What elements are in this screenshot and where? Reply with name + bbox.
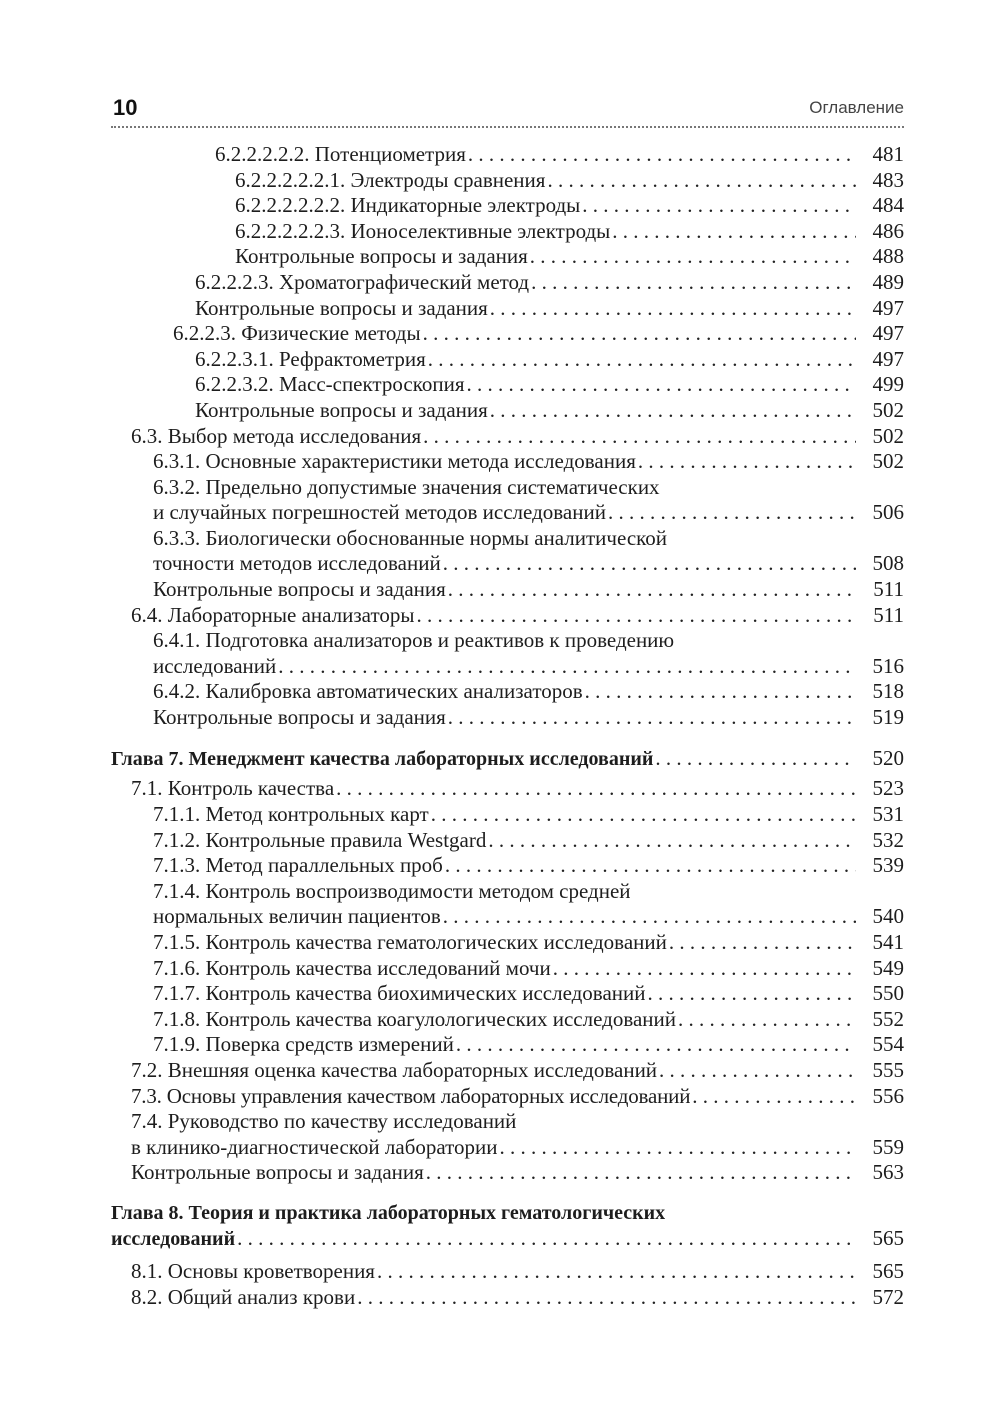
toc-entry-title: Глава 8. Теория и практика лабораторных гематологических xyxy=(111,1202,666,1224)
toc-leader-dots xyxy=(692,1083,856,1109)
toc-entry-title: 6.4. Лабораторные анализаторы xyxy=(131,603,415,627)
toc-entry-title: 7.1.7. Контроль качества биохимических исследований xyxy=(153,981,646,1005)
toc-entry xyxy=(0,1284,1000,1310)
toc-entry-page: 519 xyxy=(858,704,904,730)
toc-entry xyxy=(0,346,1000,372)
toc-leader-dots xyxy=(431,801,856,827)
toc-leader-dots xyxy=(443,903,856,929)
toc-leader-dots xyxy=(237,1225,856,1251)
toc-entry xyxy=(0,1258,1000,1284)
toc-entry xyxy=(0,1159,1000,1185)
toc-entry xyxy=(0,141,1000,167)
toc-entry xyxy=(0,218,1000,244)
toc-entry-page: 497 xyxy=(858,320,904,346)
toc-entry-title: Контрольные вопросы и задания xyxy=(195,296,488,320)
running-title: Оглавление xyxy=(809,98,904,117)
toc-entry-page: 499 xyxy=(858,371,904,397)
toc-entry xyxy=(0,269,1000,295)
toc-leader-dots xyxy=(608,499,856,525)
toc-entry-page: 511 xyxy=(858,576,904,602)
toc-leader-dots xyxy=(357,1284,856,1310)
toc-entry-page: 484 xyxy=(858,192,904,218)
toc-entry-page: 563 xyxy=(858,1159,904,1185)
toc-entry xyxy=(0,678,1000,704)
toc-entry-page: 539 xyxy=(858,852,904,878)
toc-leader-dots xyxy=(553,955,856,981)
toc-entry xyxy=(0,602,1000,628)
toc-leader-dots xyxy=(547,167,856,193)
toc-entry-title: исследований xyxy=(111,1228,236,1250)
toc-entry-page: 559 xyxy=(858,1134,904,1160)
toc-entry-title: 6.3.1. Основные характеристики метода исследования xyxy=(153,449,636,473)
toc-entry xyxy=(0,1031,1000,1057)
toc-entry xyxy=(0,980,1000,1006)
toc-entry xyxy=(0,243,1000,269)
toc-entry-title: 8.2. Общий анализ крови xyxy=(131,1285,356,1309)
toc-entry xyxy=(0,704,1000,730)
toc-entry xyxy=(0,474,1000,500)
toc-leader-dots xyxy=(426,1159,856,1185)
toc-entry xyxy=(0,320,1000,346)
page-number: 10 xyxy=(113,95,138,120)
toc-leader-dots xyxy=(490,397,856,423)
toc-entry-title: Контрольные вопросы и задания xyxy=(153,705,446,729)
toc-entry-title: 7.1.5. Контроль качества гематологических исследований xyxy=(153,930,667,954)
toc-entry-title: Контрольные вопросы и задания xyxy=(153,577,446,601)
toc-entry-page: 552 xyxy=(858,1006,904,1032)
toc-entry-title: 6.2.2.2.2.2.3. Ионоселективные электроды xyxy=(235,219,611,243)
toc-entry-title: 7.1. Контроль качества xyxy=(131,776,335,800)
toc-leader-dots xyxy=(669,929,856,955)
toc-entry-page: 523 xyxy=(858,775,904,801)
toc-leader-dots xyxy=(443,550,856,576)
toc-entry xyxy=(0,955,1000,981)
toc-entry xyxy=(0,576,1000,602)
toc-leader-dots xyxy=(500,1134,856,1160)
toc-entry xyxy=(0,397,1000,423)
toc-leader-dots xyxy=(278,653,856,679)
toc-entry-title: 7.3. Основы управления качеством лабораторных исследований xyxy=(131,1084,691,1108)
toc-entry-page: 572 xyxy=(858,1284,904,1310)
toc-entry-title: 6.4.2. Калибровка автоматических анализаторов xyxy=(153,679,583,703)
toc-entry xyxy=(0,1006,1000,1032)
toc-chapter-entry xyxy=(0,745,1000,771)
toc-entry-page: 532 xyxy=(858,827,904,853)
toc-entry xyxy=(0,295,1000,321)
toc-entry-title: точности методов исследований xyxy=(153,551,441,575)
toc-leader-dots xyxy=(488,827,856,853)
toc-entry-page: 506 xyxy=(858,499,904,525)
toc-entry-page: 554 xyxy=(858,1031,904,1057)
toc-entry xyxy=(0,801,1000,827)
toc-entry-page: 516 xyxy=(858,653,904,679)
toc-entry xyxy=(0,903,1000,929)
toc-entry xyxy=(0,827,1000,853)
toc-entry-title: 7.1.3. Метод параллельных проб xyxy=(153,853,443,877)
toc-entry xyxy=(0,653,1000,679)
toc-entry-title: 6.2.2.2.3. Хроматографический метод xyxy=(195,270,530,294)
toc-leader-dots xyxy=(416,602,856,628)
toc-entry-title: 7.1.4. Контроль воспроизводимости методом средней xyxy=(153,879,631,903)
toc-entry-page: 481 xyxy=(858,141,904,167)
toc-entry-page: 531 xyxy=(858,801,904,827)
toc-entry-page: 518 xyxy=(858,678,904,704)
toc-leader-dots xyxy=(659,1057,856,1083)
toc-leader-dots xyxy=(638,448,856,474)
toc-entry xyxy=(0,167,1000,193)
toc-entry xyxy=(0,525,1000,551)
toc-entry-title: Контрольные вопросы и задания xyxy=(195,398,488,422)
toc-entry-title: Контрольные вопросы и задания xyxy=(235,244,528,268)
toc-leader-dots xyxy=(468,141,856,167)
toc-entry-title: 7.4. Руководство по качеству исследований xyxy=(131,1109,517,1133)
toc-leader-dots xyxy=(655,745,856,771)
toc-entry-page: 556 xyxy=(858,1083,904,1109)
toc-leader-dots xyxy=(466,371,856,397)
toc-entry-title: 6.2.2.3. Физические методы xyxy=(173,321,421,345)
toc-entry-title: 6.3. Выбор метода исследования xyxy=(131,424,422,448)
toc-leader-dots xyxy=(490,295,856,321)
toc-leader-dots xyxy=(456,1031,856,1057)
toc-leader-dots xyxy=(448,704,856,730)
toc-entry-title: 6.2.2.2.2.2.2. Индикаторные электроды xyxy=(235,193,581,217)
toc-entry xyxy=(0,852,1000,878)
toc-leader-dots xyxy=(585,678,856,704)
toc-entry xyxy=(0,878,1000,904)
toc-leader-dots xyxy=(530,243,856,269)
toc-entry-page: 486 xyxy=(858,218,904,244)
toc-entry-title: Контрольные вопросы и задания xyxy=(131,1160,424,1184)
toc-entry-page: 511 xyxy=(858,602,904,628)
toc-entry xyxy=(0,448,1000,474)
toc-entry-page: 489 xyxy=(858,269,904,295)
toc-entry-page: 540 xyxy=(858,903,904,929)
toc-entry-title: 7.2. Внешняя оценка качества лабораторных исследований xyxy=(131,1058,658,1082)
toc-entry-page: 497 xyxy=(858,346,904,372)
toc-entry-title: нормальных величин пациентов xyxy=(153,904,441,928)
toc-chapter-entry xyxy=(0,1225,1000,1251)
toc-entry-page: 550 xyxy=(858,980,904,1006)
toc-entry-page: 541 xyxy=(858,929,904,955)
toc-entry xyxy=(0,371,1000,397)
toc-entry-page: 555 xyxy=(858,1057,904,1083)
toc-entry-title: 6.2.2.3.2. Масс-спектроскопия xyxy=(195,372,465,396)
toc-entry-title: 7.1.8. Контроль качества коагулологических исследований xyxy=(153,1007,677,1031)
toc-leader-dots xyxy=(336,775,856,801)
toc-entry-page: 565 xyxy=(858,1258,904,1284)
toc-entry-title: 8.1. Основы кроветворения xyxy=(131,1259,375,1283)
toc-entry-page: 502 xyxy=(858,423,904,449)
toc-entry-page: 520 xyxy=(858,745,904,771)
toc-entry xyxy=(0,550,1000,576)
toc-leader-dots xyxy=(377,1258,856,1284)
toc-entry xyxy=(0,423,1000,449)
toc-entry-title: и случайных погрешностей методов исследований xyxy=(153,500,606,524)
toc-entry-title: 7.1.2. Контрольные правила Westgard xyxy=(153,828,487,852)
toc-entry-page: 497 xyxy=(858,295,904,321)
toc-entry xyxy=(0,775,1000,801)
toc-entry xyxy=(0,929,1000,955)
toc-entry-page: 549 xyxy=(858,955,904,981)
toc-entry xyxy=(0,1134,1000,1160)
toc-entry-title: 6.4.1. Подготовка анализаторов и реактивов к проведению xyxy=(153,628,675,652)
toc-leader-dots xyxy=(448,576,856,602)
toc-entry xyxy=(0,1057,1000,1083)
toc-entry-title: 7.1.6. Контроль качества исследований мочи xyxy=(153,956,551,980)
toc-entry-title: исследований xyxy=(153,654,277,678)
toc-entry-page: 508 xyxy=(858,550,904,576)
toc-entry-page: 565 xyxy=(858,1225,904,1251)
toc-leader-dots xyxy=(428,346,856,372)
toc-entry xyxy=(0,1108,1000,1134)
toc-entry-title: 6.2.2.3.1. Рефрактометрия xyxy=(195,347,426,371)
toc-leader-dots xyxy=(531,269,856,295)
toc-entry-page: 502 xyxy=(858,448,904,474)
toc-entry-title: 6.3.2. Предельно допустимые значения систематических xyxy=(153,475,660,499)
toc-leader-dots xyxy=(423,320,856,346)
toc-leader-dots xyxy=(423,423,856,449)
toc-entry-title: Глава 7. Менеджмент качества лабораторных исследований xyxy=(111,748,654,770)
toc-chapter-entry xyxy=(0,1200,1000,1226)
toc-entry-page: 502 xyxy=(858,397,904,423)
toc-entry-page: 488 xyxy=(858,243,904,269)
toc-leader-dots xyxy=(582,192,856,218)
toc-entry xyxy=(0,192,1000,218)
toc-entry xyxy=(0,627,1000,653)
toc-entry-title: 7.1.1. Метод контрольных карт xyxy=(153,802,429,826)
toc-leader-dots xyxy=(445,852,856,878)
toc-entry-title: 6.3.3. Биологически обоснованные нормы аналитической xyxy=(153,526,668,550)
toc-entry-title: 6.2.2.2.2.2.1. Электроды сравнения xyxy=(235,168,546,192)
toc-entry xyxy=(0,1083,1000,1109)
toc-leader-dots xyxy=(612,218,856,244)
toc-leader-dots xyxy=(678,1006,856,1032)
toc-entry-title: в клинико-диагностической лаборатории xyxy=(131,1135,498,1159)
toc-entry-page: 483 xyxy=(858,167,904,193)
toc-entry xyxy=(0,499,1000,525)
toc-entry-title: 7.1.9. Поверка средств измерений xyxy=(153,1032,454,1056)
toc-leader-dots xyxy=(648,980,857,1006)
toc-entry-title: 6.2.2.2.2.2. Потенциометрия xyxy=(215,142,466,166)
